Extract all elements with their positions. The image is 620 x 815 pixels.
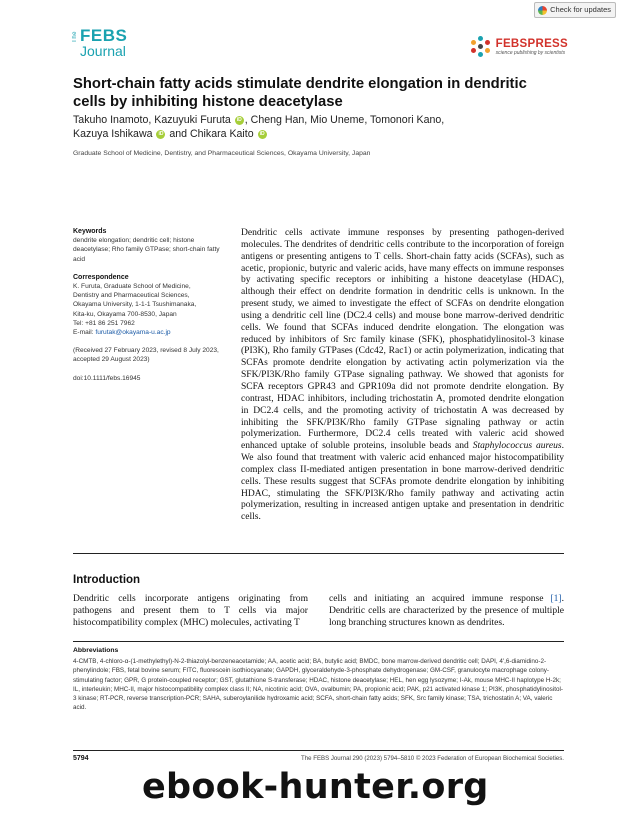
article-info-sidebar <box>73 227 233 392</box>
publisher-logo <box>470 36 568 58</box>
orcid-icon[interactable]: iD <box>158 130 164 137</box>
doi: doi:10.1111/febs.16945 <box>73 374 141 382</box>
journal-citation: The FEBS Journal 290 (2023) 5794–5810 © 2023 Federation of European Biochemical Societies. <box>301 755 564 762</box>
abstract-italic: Staphylococcus aureus <box>472 440 562 452</box>
watermark: ebook-hunter.org <box>142 767 489 807</box>
authors-part-4: and Chikara Kaito <box>166 128 254 140</box>
correspondence-line: Kita-ku, Okayama 700-8530, Japan <box>73 310 177 318</box>
author-list <box>73 113 543 141</box>
abbreviations-divider <box>73 641 564 642</box>
correspondence-email-line <box>73 328 233 337</box>
abbreviations-heading: Abbreviations <box>73 647 119 654</box>
received-dates: (Received 27 February 2023, revised 8 July 2023, accepted 29 August 2023) <box>73 347 219 364</box>
crossmark-icon <box>538 6 547 15</box>
authors-part-2: , Cheng Han, Mio Uneme, Tomonori Kano, <box>244 114 445 126</box>
page-number: 5794 <box>73 755 89 762</box>
abstract-text-2: . We also found that treatment with valeric acid enhanced major histocompatibility complex class II-mediated antigen presentation in bone marrow-derived dendritic cells. These results suggest that SCFAs promote dendrite elongation by inhibiting HDAC, stimulating the SFK/PI3K/Rho family pathway and activating actin polymerization, resulting in increased antigen uptake and presentation in dendritic cells. <box>241 440 564 523</box>
keywords-block <box>73 227 233 264</box>
correspondence-line: K. Furuta, Graduate School of Medicine, <box>73 283 191 291</box>
article-title: Short-chain fatty acids stimulate dendrite elongation in dendritic cells by inhibiting histone deacetylase <box>73 76 527 110</box>
correspondence-heading: Correspondence <box>73 273 129 281</box>
journal-logo-journal: Journal <box>80 43 126 59</box>
correspondence-block <box>73 273 233 337</box>
correspondence-line: Dentistry and Pharmaceutical Sciences, <box>73 292 190 300</box>
introduction-column-left: Dendritic cells incorporate antigens originating from pathogens and present them to T cells via major histocompatibility complex (MHC) molecules, activating T <box>73 593 308 628</box>
keywords-heading: Keywords <box>73 228 107 235</box>
abbreviations-text: 4-CMTB, 4-chloro-α-(1-methylethyl)-N-2-thiazolyl-benzeneacetamide; AA, acetic acid; BA, butylic acid; BMDC, bone marrow-derived dendritic cell; DAPI, 4',6-diamidino-2-phenylindole; FBS, fetal bovine serum; FITC, fluorescein isothiocyanate; GAPDH, glyceraldehyde-3-phosphate dehydrogenase; GM-CSF, granulocyte macrophage colony-stimulating factor; GPR, G protein-coupled receptor; GST, glutathione S-transferase; HDAC, histone deacetylase; HEL, hen egg lysozyme; I-Ak, mouse MHC-II haplotype H-2k; IL, interleukin; MHC-II, major histocompatibility complex class II; NA, nicotinic acid; OVA, ovalbumin; PA, propionic acid; PAK, p21 activated kinase 1; PI3K, phosphatidylinositol-3 kinase; RT-PCR, reverse transcription-PCR; SAHA, suberoylanilide hydroxamic acid; SCFA, short-chain fatty acids; SFK, Src family kinase; TSA, trichostatin A; VA, valeric acid. <box>73 658 563 712</box>
publisher-name: FEBSPRESS <box>495 37 568 50</box>
journal-logo-febs: FEBS <box>80 26 128 45</box>
affiliation: Graduate School of Medicine, Dentistry, and Pharmaceutical Sciences, Okayama University, Japan <box>73 150 371 157</box>
febs-press-dots-icon <box>470 36 492 58</box>
intro-right-text-b: . Dendritic cells are characterized by the presence of multiple long branching structures known as dendrites. <box>329 593 564 628</box>
correspondence-line: Tel: +81 86 251 7962 <box>73 319 135 327</box>
check-for-updates-button[interactable] <box>534 2 616 18</box>
journal-logo-the: The <box>72 31 78 43</box>
introduction-heading: Introduction <box>73 574 141 586</box>
email-label: E-mail: <box>73 329 96 337</box>
keywords-text: dendrite elongation; dendritic cell; histone deacetylase; Rho family GTPase; short-chain fatty acid <box>73 237 220 263</box>
reference-link[interactable]: [1] <box>550 593 562 604</box>
correspondence-line: Okayama University, 1-1-1 Tsushimanaka, <box>73 301 197 309</box>
authors-part-1: Takuho Inamoto, Kazuyuki Furuta <box>73 114 231 126</box>
footer-divider <box>73 750 564 751</box>
publisher-tagline: science publishing by scientists <box>495 49 566 56</box>
abstract <box>241 227 564 523</box>
orcid-icon[interactable]: iD <box>259 130 265 137</box>
abstract-divider <box>73 553 564 554</box>
journal-logo <box>72 28 144 60</box>
intro-right-text-a: cells and initiating an acquired immune response <box>329 593 551 604</box>
abstract-text-1: Dendritic cells activate immune responses by presenting pathogen-derived molecules. The dendrites of dendritic cells contribute to the incorporation of foreign antigens or presenting antigens to T cells. Short-chain fatty acids (SCFAs), such as acetic, propionic, butyric and valeric acids, have many effects on immune responses by activating specific receptors or inhibiting a histone deacetylase (HDAC), although their effect on dendrite formation in dendritic cells is unknown. In the present study, we aimed to investigate the effect of SCFAs on dendrite elongation using a dendritic cell line (DC2.4 cells) and mouse bone marrow-derived dendritic cells. We found that SCFAs induced dendrite elongation. The elongation was reduced by inhibitors of Src family kinase (SFK), phosphatidylinositol-3 kinase (PI3K), Rho family GTPases (Cdc42, Rac1) or actin polymerization, indicating that SCFAs promote dendrite elongation by activating actin polymerization via the SFK/PI3K/Rho family GTPase signaling pathway. We showed that agonists for SCFA receptors GPR43 and GPR109a did not promote dendrite elongation. By contrast, HDAC inhibitors, including trichostatin A, promoted dendrite elongation in DC2.4 cells, and the promoting activity of trichostatin A was decreased by inhibiting the SFK/PI3K/Rho family GTPase signaling pathway or actin polymerization. Furthermore, DC2.4 cells treated with valeric acid showed enhanced uptake of soluble proteins, insoluble beads and <box>241 227 564 452</box>
check-for-updates-label: Check for updates <box>550 5 611 14</box>
orcid-icon[interactable]: iD <box>236 116 242 123</box>
introduction-column-right <box>329 593 564 628</box>
email-link[interactable]: furutak@okayama-u.ac.jp <box>95 329 171 337</box>
authors-part-3: Kazuya Ishikawa <box>73 128 153 140</box>
